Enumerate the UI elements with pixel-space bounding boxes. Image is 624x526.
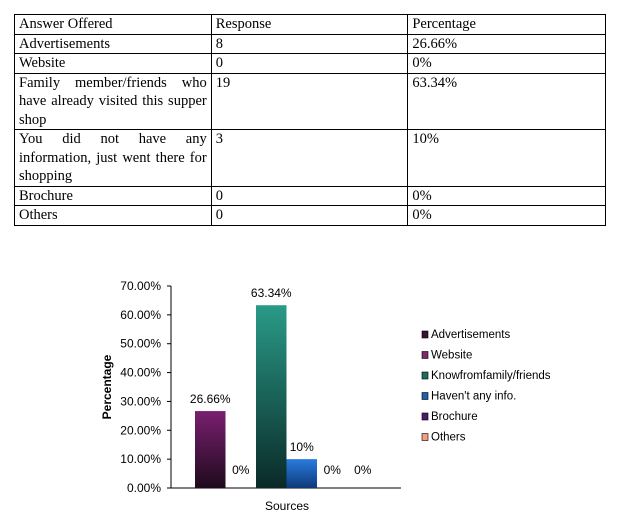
legend-entry: Others bbox=[431, 431, 466, 444]
response-cell: 0 bbox=[211, 186, 408, 206]
legend-swatch bbox=[422, 372, 428, 379]
data-label: 0% bbox=[323, 463, 341, 477]
data-label: 0% bbox=[232, 463, 250, 477]
survey-table bbox=[14, 14, 606, 226]
answer-cell: Brochure bbox=[15, 186, 212, 206]
legend-swatch bbox=[422, 434, 428, 441]
response-cell: 19 bbox=[211, 73, 408, 130]
y-tick-label: 40.00% bbox=[120, 365, 161, 380]
y-tick-label: 20.00% bbox=[120, 423, 161, 438]
response-cell: 0 bbox=[211, 54, 408, 74]
column-header: Answer Offered bbox=[15, 15, 212, 35]
y-tick-label: 30.00% bbox=[120, 394, 161, 409]
data-label: 63.34% bbox=[250, 286, 292, 301]
bar bbox=[287, 459, 318, 488]
answer-cell: Advertisements bbox=[15, 34, 212, 54]
x-axis-title: Sources bbox=[264, 499, 310, 513]
legend-swatch bbox=[422, 413, 428, 420]
table-row bbox=[15, 206, 606, 226]
table-row bbox=[15, 186, 606, 206]
answer-cell: Family member/friends who have already visited this supper shop bbox=[15, 73, 212, 130]
table-row bbox=[15, 130, 606, 187]
y-tick-label: 0.00% bbox=[126, 481, 161, 495]
table-row bbox=[15, 54, 606, 74]
percentage-cell: 63.34% bbox=[408, 73, 606, 130]
data-label: 10% bbox=[289, 440, 314, 455]
y-tick-label: 70.00% bbox=[120, 279, 161, 293]
percentage-cell: 26.66% bbox=[408, 34, 606, 54]
column-header: Response bbox=[211, 15, 408, 35]
legend-entry: Brochure bbox=[431, 411, 478, 423]
response-cell: 3 bbox=[211, 130, 408, 187]
percentage-cell: 0% bbox=[408, 186, 606, 206]
answer-cell: You did not have any information, just went there for shopping bbox=[15, 130, 212, 187]
bar-chart bbox=[0, 260, 624, 522]
percentage-cell: 0% bbox=[408, 54, 606, 74]
y-tick-label: 10.00% bbox=[120, 452, 161, 467]
y-axis-title: Percentage bbox=[100, 354, 114, 420]
response-cell: 0 bbox=[211, 206, 408, 226]
table-row bbox=[15, 34, 606, 54]
legend-swatch bbox=[422, 352, 428, 359]
data-label: 26.66% bbox=[189, 392, 231, 407]
table-header-row bbox=[15, 15, 606, 35]
legend-swatch bbox=[422, 331, 428, 338]
legend-entry: Haven't any info. bbox=[431, 390, 517, 403]
chart-legend bbox=[422, 329, 551, 444]
column-header: Percentage bbox=[408, 15, 606, 35]
answer-cell: Website bbox=[15, 54, 212, 74]
legend-entry: Knowfromfamily/friends bbox=[431, 370, 551, 382]
legend-swatch bbox=[422, 393, 428, 400]
answer-cell: Others bbox=[15, 206, 212, 226]
response-cell: 8 bbox=[211, 34, 408, 54]
percentage-cell: 0% bbox=[408, 206, 606, 226]
legend-entry: Website bbox=[431, 349, 473, 362]
legend-entry: Advertisements bbox=[431, 329, 511, 341]
table-row bbox=[15, 73, 606, 130]
y-tick-label: 50.00% bbox=[120, 336, 161, 351]
y-tick-label: 60.00% bbox=[120, 307, 161, 322]
bar bbox=[195, 411, 226, 488]
percentage-cell: 10% bbox=[408, 130, 606, 187]
bar bbox=[256, 305, 287, 488]
data-label: 0% bbox=[354, 463, 372, 477]
